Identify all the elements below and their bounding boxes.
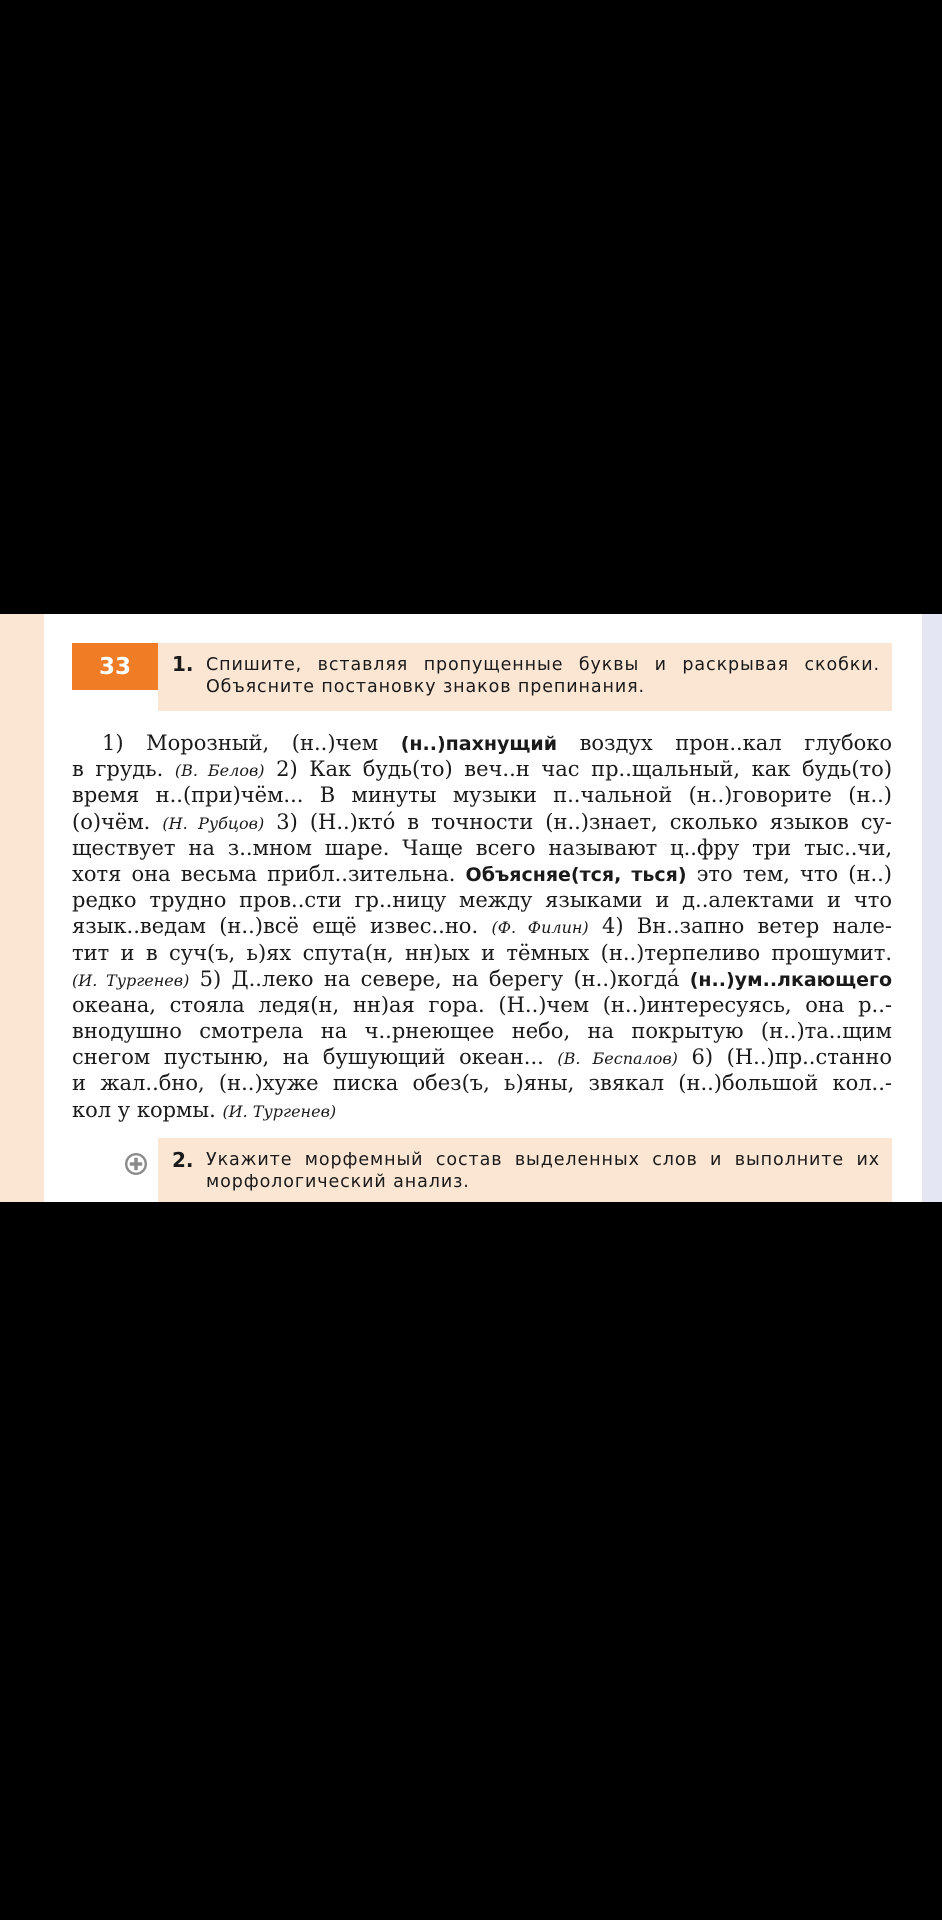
- text-segment: ществует на з..мном шаре. Чаще всего называют ц..фру три тыс..чи,: [72, 835, 892, 860]
- text-segment: 6) (Н..)пр..станно: [677, 1045, 892, 1070]
- text-line: [72, 809, 892, 835]
- text-line: [72, 940, 892, 966]
- text-line: [72, 1070, 892, 1096]
- text-line: [72, 966, 892, 992]
- text-line: [72, 1097, 892, 1123]
- task-1-number: 1.: [172, 652, 194, 676]
- text-line: [72, 992, 892, 1018]
- task-2-text: Укажите морфемный состав выделенных слов и выполните их морфологический анализ.: [206, 1150, 880, 1192]
- text-segment: 3) (Н..)кто́ в точности (н..)знает, сколько языков су-: [264, 809, 892, 834]
- text-segment: океана, стояла ледя(н, нн)ая гора. (Н..)чем (н..)интересуясь, она р..-: [72, 992, 892, 1017]
- author-citation: (И. Тургенев): [72, 970, 190, 990]
- text-segment: язык..ведам (н..)всё ещё извес..но.: [72, 914, 492, 939]
- text-segment: хотя она весьма прибл..зительна.: [72, 861, 466, 886]
- text-segment: 5) Д..леко на севере, на берегу (н..)когда́: [189, 966, 690, 991]
- task-1-text: Спишите, вставляя пропущенные буквы и раскрывая скобки. Объясните постановку знаков препинания.: [206, 655, 880, 697]
- text-segment: воздух прон..кал глубоко: [557, 731, 892, 755]
- exercise-number: 33: [98, 653, 131, 680]
- highlighted-word: (н..)пахнущий: [400, 733, 558, 755]
- text-line: [72, 756, 892, 782]
- text-segment: кол у кормы.: [72, 1097, 223, 1122]
- author-citation: (Н. Рубцов): [162, 813, 265, 833]
- text-segment: 1) Морозный, (н..)чем: [102, 731, 401, 755]
- text-segment: внодушно смотрела на ч..рнеющее небо, на покрытую (н..)та..щим: [72, 1019, 892, 1044]
- text-segment: это тем, что (н..): [686, 861, 892, 886]
- task-1-box: [158, 643, 892, 711]
- text-segment: в грудь.: [72, 757, 175, 782]
- text-line: [72, 1044, 892, 1070]
- text-segment: время н..(при)чём... В минуты музыки п..чальной (н..)говорите (н..): [72, 783, 892, 808]
- highlighted-word: (н..)ум..лкающего: [689, 968, 892, 991]
- text-segment: тит и в суч(ъ, ь)ях спута(н, нн)ых и тёмных (н..)терпеливо прошумит.: [72, 940, 892, 965]
- text-segment: снегом пустыню, на бушующий океан...: [72, 1045, 558, 1070]
- author-citation: (И. Тургенев): [222, 1101, 337, 1121]
- author-citation: (Ф. Филин): [491, 918, 589, 938]
- author-citation: (В. Белов): [174, 761, 265, 781]
- text-line: [72, 1018, 892, 1044]
- text-segment: (о)чём.: [72, 809, 163, 834]
- exercise-number-badge: [72, 643, 158, 690]
- text-line: [72, 835, 892, 861]
- exercise-text: [72, 730, 892, 1123]
- text-line: [72, 887, 892, 913]
- task-2-box: [158, 1138, 892, 1202]
- highlighted-word: Объясняе(тся, ться): [465, 863, 687, 886]
- text-line: [72, 782, 892, 808]
- author-citation: (В. Беспалов): [557, 1049, 678, 1069]
- task-2-number: 2.: [172, 1148, 194, 1172]
- text-segment: 2) Как будь(то) веч..н час пр..щальный, как будь(то): [264, 757, 892, 782]
- plus-circle-icon: [124, 1152, 148, 1176]
- text-line: [72, 730, 892, 756]
- text-line: [72, 861, 892, 887]
- text-segment: редко трудно пров..сти гр..ницу между языками и д..алектами и что: [72, 888, 892, 913]
- text-segment: и жал..бно, (н..)хуже писка обез(ъ, ь)яны, звякал (н..)большой кол..-: [72, 1071, 892, 1096]
- text-segment: 4) Вн..запно ветер нале-: [588, 914, 892, 939]
- page-edge: [922, 614, 942, 1202]
- text-line: [72, 913, 892, 939]
